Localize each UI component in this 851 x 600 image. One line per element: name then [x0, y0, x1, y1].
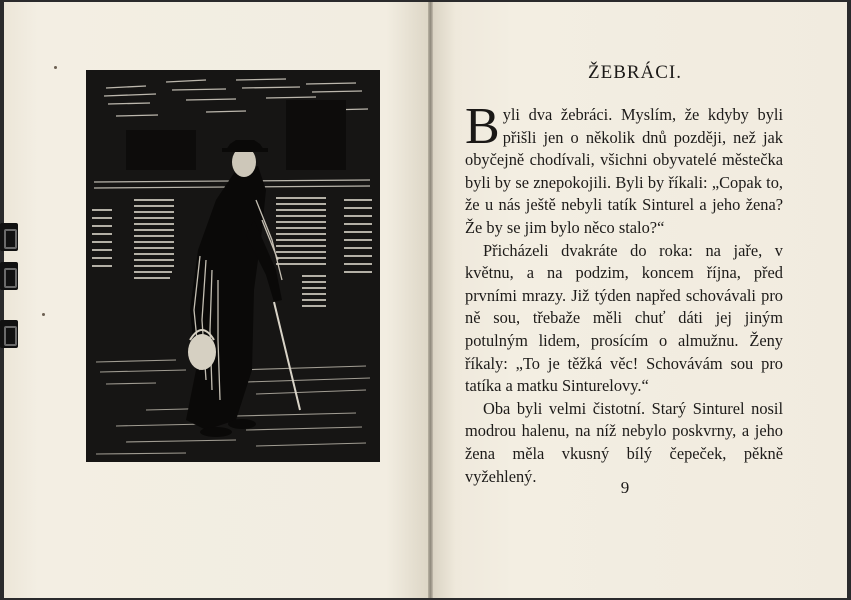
chapter-title: ŽEBRÁCI.	[587, 62, 683, 83]
woodcut-beggar-icon	[86, 70, 380, 462]
binder-clip-icon	[0, 320, 18, 348]
binder-clip-icon	[0, 223, 18, 251]
woodcut-illustration	[86, 70, 380, 462]
drop-cap: B	[465, 98, 500, 155]
paragraph-text: yli dva žebráci. Myslím, že kdyby byli přišli jen o několik dnů později, než jak obyčejně chodívali, všichni obyvatelé městečka byli by se znepokojili. Byli by říkali: „Copak to, že u nás ještě nebyli tatík Sinturel a jeho žena? Že by se jim bylo něco stalo?“	[465, 105, 783, 237]
binder-clip-icon	[0, 262, 18, 290]
paragraph: Oba byli velmi čistotní. Starý Sinturel nosil modrou halenu, na níž nebylo poskvrny, a jeho žena měla vkusný bílý čepeček, pěkně vyžehlený.	[465, 398, 783, 486]
book-gutter	[428, 2, 433, 598]
paper-speck	[54, 66, 57, 69]
paragraph	[465, 98, 783, 240]
paper-speck	[42, 313, 45, 316]
chapter-body	[465, 98, 783, 488]
paragraph: Přicházeli dvakráte do roka: na jaře, v květnu, a na podzim, koncem října, před prvními mrazy. Již týden napřed schovávali pro ně sou, třebaže měli chuť dáti jej jiným potulným lidem, prosícím o almužnu. Ženy říkaly: „To je těžká věc! Schovávám sou pro tatíka a matku Sinturelovy.“	[465, 240, 783, 396]
page-number: 9	[620, 478, 630, 497]
